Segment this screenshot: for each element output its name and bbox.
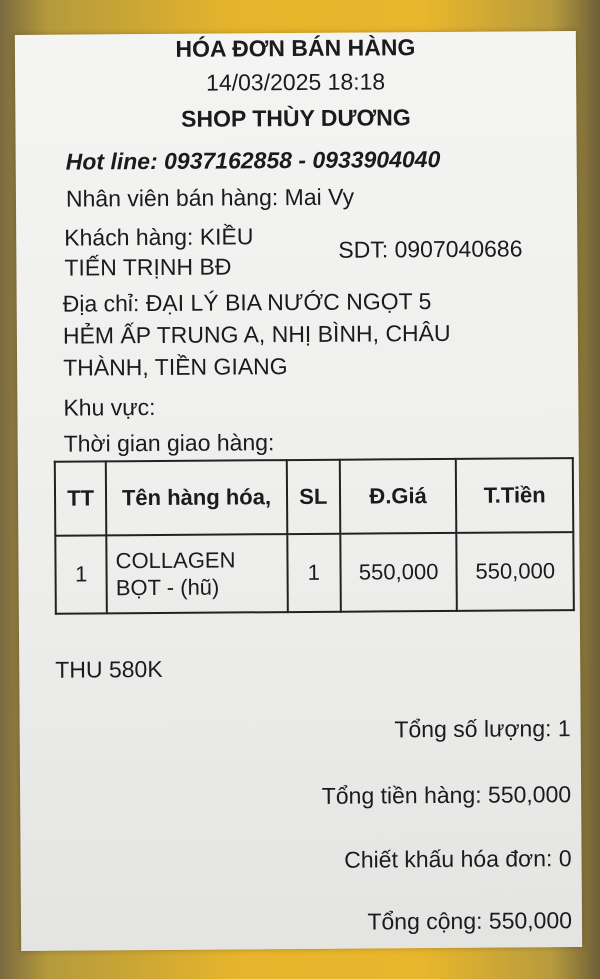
handwritten-note: THU 580K — [55, 655, 163, 683]
delivery-time-label: Thời gian giao hàng: — [63, 429, 275, 457]
address-line1: Địa chỉ: ĐẠI LÝ BIA NƯỚC NGỌT 5 — [62, 288, 432, 317]
shop-name: SHOP THÙY DƯƠNG — [181, 104, 411, 132]
cell-item-name — [106, 534, 287, 613]
cell-tt: 1 — [55, 535, 107, 613]
address-line2: HẺM ẤP TRUNG A, NHỊ BÌNH, CHÂU — [62, 319, 451, 349]
total-quantity: Tổng số lượng: 1 — [394, 715, 571, 743]
header-line-total: T.Tiền — [456, 458, 573, 533]
receipt-paper — [15, 31, 582, 951]
cell-line-total: 550,000 — [457, 532, 574, 611]
invoice-discount: Chiết khấu hóa đơn: 0 — [344, 845, 572, 873]
receipt-datetime: 14/03/2025 18:18 — [206, 68, 386, 96]
table-header-row — [55, 458, 574, 536]
header-item-name: Tên hàng hóa, — [106, 460, 287, 535]
staff-name: Nhân viên bán hàng: Mai Vy — [65, 183, 355, 212]
goods-total: Tổng tiền hàng: 550,000 — [321, 781, 572, 809]
receipt-title: HÓA ĐƠN BÁN HÀNG — [175, 34, 416, 62]
cell-qty: 1 — [287, 534, 341, 612]
grand-total: Tổng cộng: 550,000 — [367, 907, 573, 935]
header-qty: SL — [287, 460, 341, 534]
item-name-line1: COLLAGEN — [115, 546, 236, 573]
customer-phone: SDT: 0907040686 — [338, 235, 523, 263]
address-line3: THÀNH, TIỀN GIANG — [63, 353, 288, 381]
table-row — [55, 532, 574, 614]
customer-name-line1: Khách hàng: KIỀU — [64, 223, 254, 251]
item-name-line2: BỌT - (hũ) — [115, 574, 220, 601]
items-table — [54, 457, 575, 615]
header-tt: TT — [55, 461, 107, 535]
header-unit-price: Đ.Giá — [340, 459, 457, 534]
area-label: Khu vực: — [63, 393, 156, 421]
cell-unit-price: 550,000 — [340, 533, 457, 612]
customer-name-line2: TIẾN TRỊNH BĐ — [64, 253, 232, 281]
hotline: Hot line: 0937162858 - 0933904040 — [65, 146, 441, 175]
